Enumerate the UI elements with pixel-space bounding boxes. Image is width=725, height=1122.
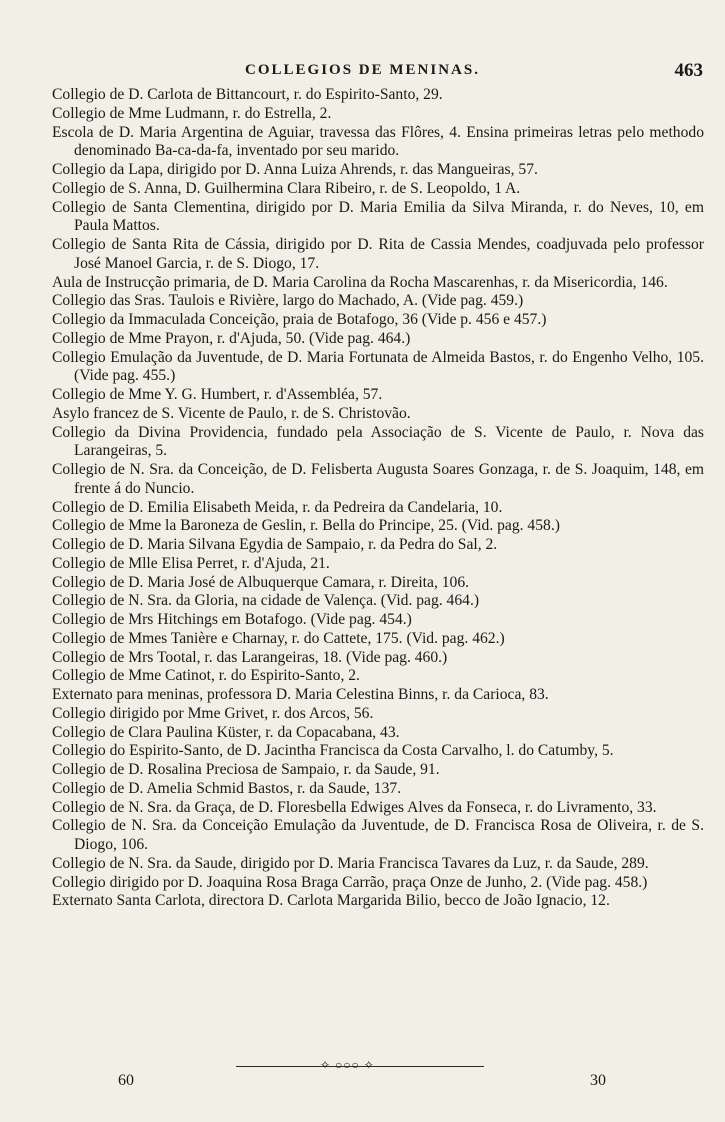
directory-entry: Collegio de D. Rosalina Preciosa de Sampaio, r. da Saude, 91. xyxy=(52,761,440,778)
directory-entry: Collegio dirigido por Mme Grivet, r. dos Arcos, 56. xyxy=(52,704,374,722)
directory-entry: Collegio de N. Sra. da Conceição Emulação da Juventude, de D. Francisca Rosa de Oliveira, r. de S. Diogo, 106. xyxy=(52,817,704,853)
directory-entry: Externato para meninas, professora D. Maria Celestina Binns, r. da Carioca, 83. xyxy=(52,686,549,703)
directory-entry: Collegio dirigido por D. Joaquina Rosa Braga Carrão, praça Onze de Junho, 2. (Vide pag. 458.) xyxy=(52,873,648,891)
directory-entry: Collegio de D. Amelia Schmid Bastos, r. da Saude, 137. xyxy=(52,779,402,797)
directory-entry: Collegio de N. Sra. da Gloria, na cidade de Valença. (Vid. pag. 464.) xyxy=(52,592,480,610)
school-directory-list xyxy=(52,86,704,911)
directory-entry: Collegio de D. Emilia Elisabeth Meida, r. da Pedreira da Candelaria, 10. xyxy=(52,498,503,516)
directory-entry: Collegio de Mme Prayon, r. d'Ajuda, 50. (Vide pag. 464.) xyxy=(52,329,411,347)
directory-entry: Collegio de N. Sra. da Graça, de D. Floresbella Edwiges Alves da Fonseca, r. do Livramento, 33. xyxy=(52,798,657,816)
directory-entry: Collegio de S. Anna, D. Guilhermina Clara Ribeiro, r. de S. Leopoldo, 1 A. xyxy=(52,179,521,197)
directory-entry: Collegio de D. Maria José de Albuquerque Camara, r. Direita, 106. xyxy=(52,573,470,591)
signature-mark-right: 30 xyxy=(590,1072,606,1089)
directory-entry: Externato Santa Carlota, directora D. Carlota Margarida Bilio, becco de João Ignacio, 12. xyxy=(52,892,610,910)
directory-entry: Escola de D. Maria Argentina de Aguiar, travessa das Flôres, 4. Ensina primeiras letras pelo methodo denominado Ba-ca-da-fa, inventado por seu marido. xyxy=(52,123,704,160)
directory-entry: Collegio de Mmes Tanière e Charnay, r. do Cattete, 175. (Vid. pag. 462.) xyxy=(52,629,505,647)
directory-entry: Collegio de Mme Catinot, r. do Espirito-Santo, 2. xyxy=(52,667,360,685)
directory-entry: Collegio de Santa Clementina, dirigido por D. Maria Emilia da Silva Miranda, r. do Neves, 10, em Paula Mattos. xyxy=(52,198,704,235)
directory-entry: Collegio das Sras. Taulois e Rivière, largo do Machado, A. (Vide pag. 459.) xyxy=(52,292,524,310)
directory-entry: Collegio Emulação da Juventude, de D. Maria Fortunata de Almeida Bastos, r. do Engenho Velho, 105. (Vide pag. 455.) xyxy=(52,348,704,385)
directory-entry: Collegio de D. Maria Silvana Egydia de Sampaio, r. da Pedra do Sal, 2. xyxy=(52,536,498,553)
directory-entry: Collegio de Mrs Hitchings em Botafogo. (Vide pag. 454.) xyxy=(52,611,412,628)
directory-entry: Collegio do Espirito-Santo, de D. Jacintha Francisca da Costa Carvalho, l. do Catumby, 5. xyxy=(52,742,614,760)
directory-entry: Collegio de N. Sra. da Saude, dirigido por D. Maria Francisca Tavares da Luz, r. da Saude, 289. xyxy=(52,854,649,872)
directory-entry: Collegio de D. Carlota de Bittancourt, r. do Espirito-Santo, 29. xyxy=(52,86,443,103)
directory-entry: Collegio da Lapa, dirigido por D. Anna Luiza Ahrends, r. das Mangueiras, 57. xyxy=(52,161,538,178)
directory-entry: Collegio de Mme Ludmann, r. do Estrella, 2. xyxy=(52,104,332,122)
directory-entry: Aula de Instrucção primaria, de D. Maria Carolina da Rocha Mascarenhas, r. da Misericordia, 146. xyxy=(52,273,668,291)
ornament-icon: ✧ ○○○ ✧ xyxy=(320,1058,375,1072)
page-header xyxy=(0,62,725,84)
directory-entry: Collegio de Santa Rita de Cássia, dirigido por D. Rita de Cassia Mendes, coadjuvada pelo professor José Manoel Garcia, r. de S. Diogo, 17. xyxy=(52,236,704,272)
directory-entry: Collegio da Divina Providencia, fundado pela Associação de S. Vicente de Paulo, r. Nova das Larangeiras, 5. xyxy=(52,423,704,460)
directory-entry: Collegio de Mlle Elisa Perret, r. d'Ajuda, 21. xyxy=(52,554,330,572)
directory-entry: Collegio de Mme la Baroneza de Geslin, r. Bella do Principe, 25. (Vid. pag. 458.) xyxy=(52,517,560,535)
directory-entry: Collegio de Clara Paulina Küster, r. da Copacabana, 43. xyxy=(52,723,400,741)
page-number: 463 xyxy=(674,60,703,81)
running-title: COLLEGIOS DE MENINAS. xyxy=(245,62,480,78)
directory-entry: Collegio de Mrs Tootal, r. das Larangeiras, 18. (Vide pag. 460.) xyxy=(52,648,448,666)
directory-entry: Collegio de Mme Y. G. Humbert, r. d'Assembléa, 57. xyxy=(52,386,383,403)
directory-entry: Asylo francez de S. Vicente de Paulo, r. de S. Christovão. xyxy=(52,404,411,422)
signature-mark-left: 60 xyxy=(118,1072,134,1089)
directory-entry: Collegio de N. Sra. da Conceição, de D. Felisberta Augusta Soares Gonzaga, r. de S. Joaquim, 148, em frente á do Nuncio. xyxy=(52,461,704,497)
directory-entry: Collegio da Immaculada Conceição, praia de Botafogo, 36 (Vide p. 456 e 457.) xyxy=(52,311,547,328)
